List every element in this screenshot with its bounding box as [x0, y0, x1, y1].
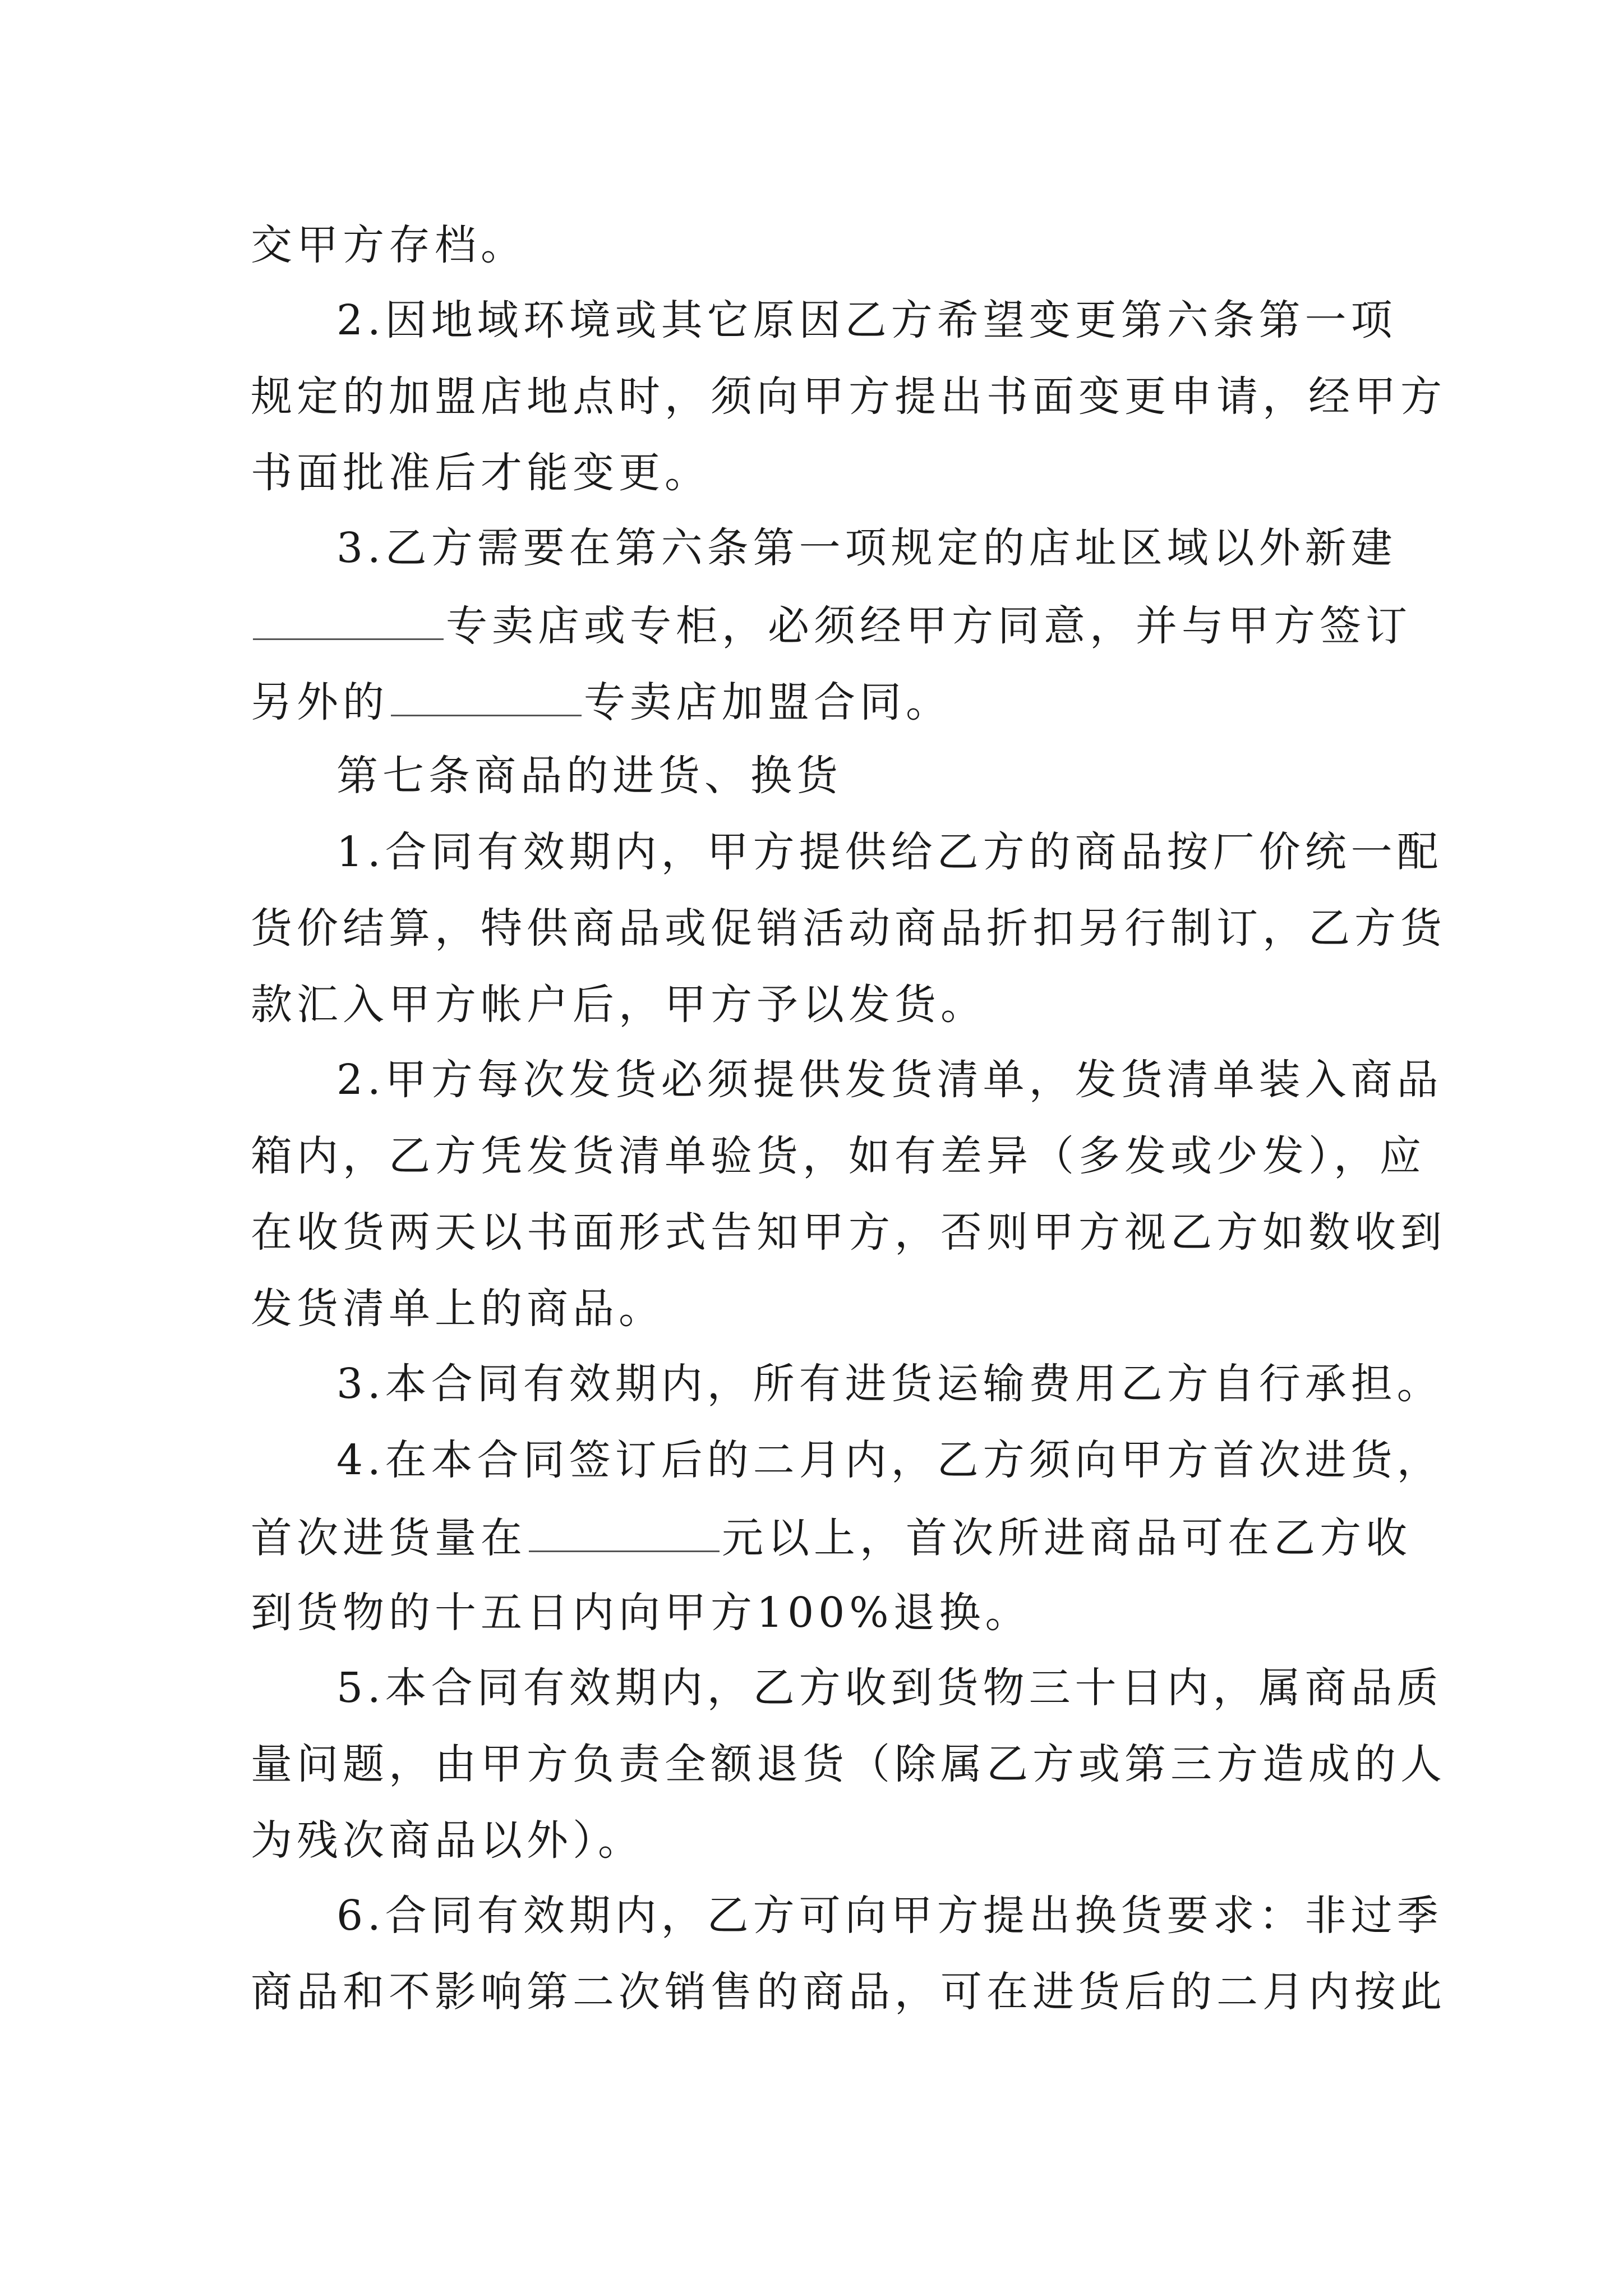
- text-line: [336, 523, 1397, 573]
- line-text: 2.甲方每次发货必须提供发货清单，发货清单装入商品: [336, 1056, 1443, 1104]
- line-text: 另外的: [251, 678, 389, 726]
- text-line: [251, 1815, 644, 1866]
- text-line: [251, 979, 986, 1030]
- line-text: 交甲方存档。: [251, 221, 527, 269]
- blank-field: [391, 675, 582, 716]
- text-line: [336, 827, 1443, 877]
- line-text: 元以上，首次所进商品可在乙方收: [722, 1514, 1412, 1562]
- text-line: [336, 295, 1397, 346]
- line-text: 为残次商品以外）。: [251, 1816, 644, 1865]
- line-text: 专卖店或专柜，必须经甲方同意，并与甲方签订: [446, 602, 1412, 650]
- line-text: 书面批准后才能变更。: [251, 449, 711, 497]
- line-text: 2.因地域环境或其它原因乙方希望变更第六条第一项: [336, 296, 1397, 344]
- text-line: [251, 1283, 665, 1334]
- line-text: 规定的加盟店地点时，须向甲方提出书面变更申请，经甲方: [251, 372, 1446, 421]
- line-text: 货价结算，特供商品或促销活动商品折扣另行制订，乙方货: [251, 904, 1446, 953]
- line-text: 4.在本合同签订后的二月内，乙方须向甲方首次进货，: [336, 1436, 1443, 1484]
- text-line: [336, 1435, 1443, 1485]
- heading-text: 第七条商品的进货、换货: [336, 752, 842, 800]
- text-line: [251, 1588, 1031, 1638]
- section-heading: [336, 751, 842, 801]
- text-line: [251, 903, 1446, 954]
- text-line: [251, 1967, 1446, 2017]
- line-text: 5.本合同有效期内，乙方收到货物三十日内，属商品质: [336, 1664, 1443, 1712]
- line-text: 量问题，由甲方负责全额退货（除属乙方或第三方造成的人: [251, 1740, 1446, 1788]
- line-text: 在收货两天以书面形式告知甲方，否则甲方视乙方如数收到: [251, 1208, 1446, 1257]
- line-text: 1.合同有效期内，甲方提供给乙方的商品按厂价统一配: [336, 828, 1443, 876]
- line-text: 款汇入甲方帐户后，甲方予以发货。: [251, 981, 986, 1029]
- text-line: [251, 220, 527, 270]
- line-text: 箱内，乙方凭发货清单验货，如有差异（多发或少发），应: [251, 1132, 1426, 1180]
- text-line: [251, 599, 1412, 650]
- text-line: [336, 1359, 1443, 1409]
- line-text: 到货物的十五日内向甲方100%退换。: [251, 1589, 1031, 1637]
- text-line: [251, 1207, 1446, 1258]
- line-text: 3.本合同有效期内，所有进货运输费用乙方自行承担。: [336, 1360, 1443, 1408]
- text-line: [336, 1890, 1443, 1941]
- text-line: [251, 448, 711, 498]
- text-line: [251, 1131, 1426, 1181]
- text-line: [251, 1739, 1446, 1789]
- text-line: [251, 1511, 1412, 1562]
- text-line: [336, 1055, 1443, 1105]
- line-text: 6.合同有效期内，乙方可向甲方提出换货要求：非过季: [336, 1892, 1443, 1940]
- line-text: 首次进货量在: [251, 1514, 527, 1562]
- blank-field: [253, 599, 444, 640]
- line-text: 商品和不影响第二次销售的商品，可在进货后的二月内按此: [251, 1968, 1446, 2016]
- line-text: 发货清单上的商品。: [251, 1285, 665, 1333]
- text-line: [251, 371, 1446, 422]
- text-line: [336, 1663, 1443, 1713]
- line-text: 专卖店加盟合同。: [584, 678, 952, 726]
- line-text: 3.乙方需要在第六条第一项规定的店址区域以外新建: [336, 524, 1397, 572]
- text-line: [251, 675, 952, 726]
- blank-field: [529, 1511, 720, 1552]
